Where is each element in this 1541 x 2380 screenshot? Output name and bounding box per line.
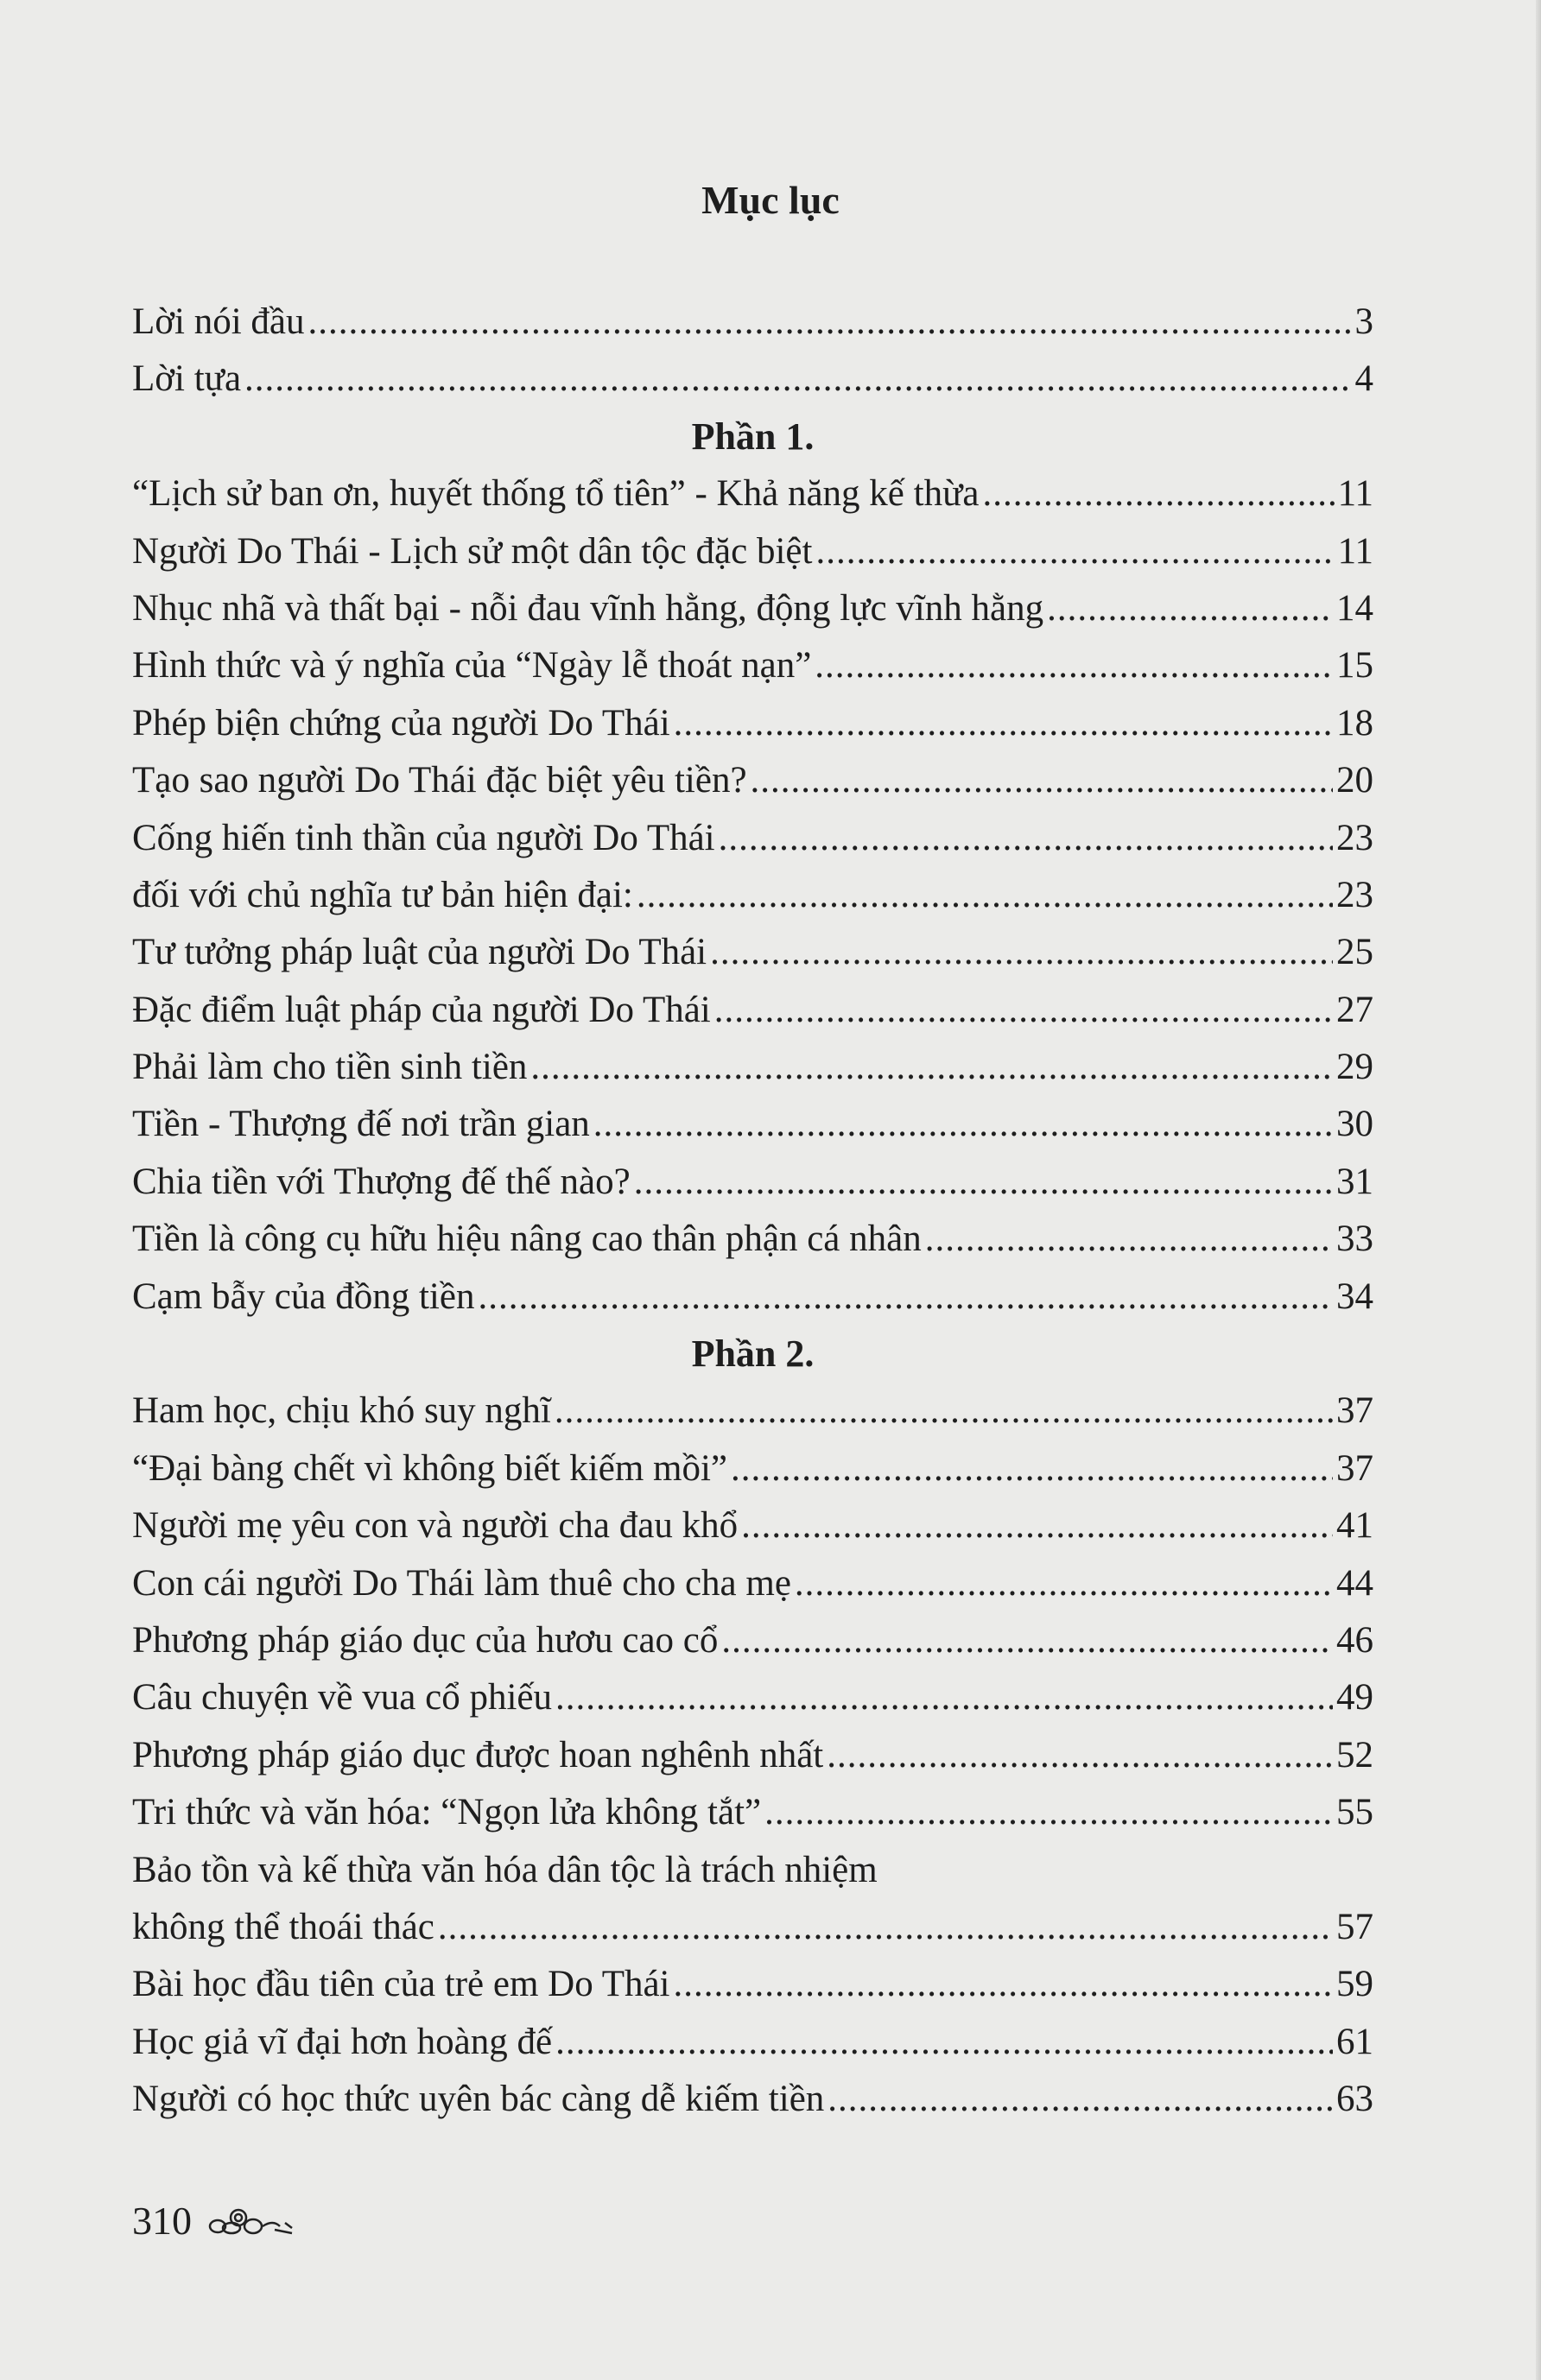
toc-entry [132, 2014, 1373, 2071]
entry-page-number: 63 [1336, 2079, 1373, 2120]
toc-entry [132, 924, 1373, 981]
toc-entry [132, 1497, 1373, 1554]
entry-page-number: 37 [1336, 1447, 1373, 1489]
entry-title: Hình thức và ý nghĩa của “Ngày lễ thoát nạn” [132, 645, 812, 687]
dot-leader [1047, 580, 1333, 637]
entry-title: Tư tưởng pháp luật của người Do Thái [132, 932, 707, 973]
entry-title: Con cái người Do Thái làm thuê cho cha mẹ [132, 1562, 791, 1604]
toc-title: Mục lục [701, 178, 840, 222]
dot-leader [925, 1211, 1333, 1268]
dot-leader [674, 695, 1333, 752]
entry-page-number: 59 [1336, 1964, 1373, 2005]
entry-page-number: 37 [1336, 1390, 1373, 1432]
dot-leader [721, 1612, 1333, 1669]
part-title: Phần 1. [691, 415, 815, 458]
entry-page-number: 27 [1336, 989, 1373, 1030]
toc-entry [132, 1269, 1373, 1326]
entry-title: Đặc điểm luật pháp của người Do Thái [132, 989, 711, 1030]
dot-leader [593, 1096, 1333, 1153]
toc-part-heading [132, 408, 1373, 465]
dot-leader [637, 867, 1333, 924]
toc-entry [132, 637, 1373, 694]
entry-page-number: 20 [1336, 760, 1373, 801]
toc-entry [132, 1096, 1373, 1153]
entry-title: “Đại bàng chết vì không biết kiếm mồi” [132, 1447, 728, 1489]
toc-entry [132, 465, 1373, 522]
entry-title: Chia tiền với Thượng đế thế nào? [132, 1161, 631, 1202]
dot-leader [634, 1154, 1333, 1211]
toc-entry [132, 1612, 1373, 1669]
dot-leader [751, 752, 1333, 809]
toc-entry [132, 1154, 1373, 1211]
entry-page-number: 57 [1336, 1906, 1373, 1947]
entry-title: Cống hiến tinh thần của người Do Thái [132, 817, 715, 858]
entry-title: Học giả vĩ đại hơn hoàng đế [132, 2021, 553, 2062]
toc-entry [132, 752, 1373, 809]
entry-title: Câu chuyện về vua cổ phiếu [132, 1677, 552, 1719]
entry-title: Phép biện chứng của người Do Thái [132, 702, 670, 744]
page-edge [1536, 0, 1541, 2380]
entry-title: Tiền là công cụ hữu hiệu nâng cao thân phận cá nhân [132, 1218, 922, 1260]
dot-leader [815, 523, 1334, 580]
entry-title: Phải làm cho tiền sinh tiền [132, 1047, 528, 1088]
entry-title: “Lịch sử ban ơn, huyết thống tổ tiên” - Khả năng kế thừa [132, 473, 980, 515]
toc-entry [132, 294, 1373, 351]
dot-leader [764, 1784, 1333, 1841]
toc-entry [132, 351, 1373, 408]
toc-entry [132, 1211, 1373, 1268]
toc-entry [132, 1784, 1373, 1841]
toc-entry [132, 580, 1373, 637]
entry-page-number: 33 [1336, 1218, 1373, 1260]
page-number: 310 [132, 2199, 192, 2243]
entry-page-number: 41 [1336, 1505, 1373, 1547]
toc-entry [132, 1440, 1373, 1497]
entry-title: Lời nói đầu [132, 301, 305, 342]
toc-entry [132, 867, 1373, 924]
toc-entry [132, 1899, 1373, 1956]
table-of-contents [132, 294, 1373, 2129]
entry-title: Ham học, chịu khó suy nghĩ [132, 1390, 551, 1432]
dot-leader [438, 1899, 1333, 1956]
entry-page-number: 61 [1336, 2021, 1373, 2062]
entry-title: Người mẹ yêu con và người cha đau khổ [132, 1505, 739, 1547]
entry-page-number: 11 [1337, 530, 1373, 572]
toc-entry [132, 1555, 1373, 1612]
entry-page-number: 18 [1336, 702, 1373, 744]
dot-leader [741, 1497, 1333, 1554]
toc-entry [132, 1383, 1373, 1440]
page-footer [132, 2198, 301, 2244]
floral-ornament-icon [206, 2204, 301, 2238]
dot-leader [982, 465, 1334, 522]
toc-entry [132, 982, 1373, 1039]
entry-page-number: 29 [1336, 1047, 1373, 1088]
dot-leader [244, 351, 1351, 408]
entry-title: Bài học đầu tiên của trẻ em Do Thái [132, 1964, 670, 2005]
entry-page-number: 14 [1336, 587, 1373, 629]
entry-page-number: 55 [1336, 1792, 1373, 1833]
dot-leader [308, 294, 1351, 351]
dot-leader [478, 1269, 1333, 1326]
dot-leader [710, 924, 1333, 981]
dot-leader [827, 1727, 1333, 1784]
entry-title: Bảo tồn và kế thừa văn hóa dân tộc là trách nhiệm [132, 1849, 878, 1890]
toc-part-heading [132, 1326, 1373, 1383]
entry-title: Cạm bẫy của đồng tiền [132, 1275, 475, 1317]
toc-entry [132, 1842, 1373, 1899]
entry-title: Lời tựa [132, 358, 242, 400]
dot-leader [555, 2014, 1333, 2071]
entry-page-number: 11 [1337, 473, 1373, 515]
toc-entry [132, 1956, 1373, 2013]
entry-title: Nhục nhã và thất bại - nỗi đau vĩnh hằng, động lực vĩnh hằng [132, 587, 1044, 629]
entry-title: Người có học thức uyên bác càng dễ kiếm tiền [132, 2079, 825, 2120]
entry-title: Phương pháp giáo dục được hoan nghênh nhất [132, 1734, 824, 1776]
entry-page-number: 23 [1336, 874, 1373, 915]
entry-title: không thể thoái thác [132, 1906, 434, 1947]
entry-title: Tiền - Thượng đế nơi trần gian [132, 1104, 590, 1145]
entry-page-number: 15 [1336, 645, 1373, 687]
entry-title: Người Do Thái - Lịch sử một dân tộc đặc biệt [132, 530, 813, 572]
entry-title: Tri thức và văn hóa: “Ngọn lửa không tắt” [132, 1792, 762, 1833]
dot-leader [555, 1669, 1333, 1726]
part-title: Phần 2. [691, 1332, 815, 1376]
toc-entry [132, 810, 1373, 867]
toc-entry [132, 1039, 1373, 1096]
entry-title: Tạo sao người Do Thái đặc biệt yêu tiền? [132, 760, 747, 801]
toc-entry [132, 2071, 1373, 2128]
entry-title: Phương pháp giáo dục của hươu cao cổ [132, 1619, 719, 1661]
entry-page-number: 30 [1336, 1104, 1373, 1145]
entry-page-number: 4 [1354, 358, 1373, 400]
entry-page-number: 52 [1336, 1734, 1373, 1776]
dot-leader [719, 810, 1333, 867]
dot-leader [795, 1555, 1333, 1612]
toc-entry [132, 1727, 1373, 1784]
dot-leader [555, 1383, 1333, 1440]
entry-page-number: 34 [1336, 1275, 1373, 1317]
dot-leader [714, 982, 1333, 1039]
entry-page-number: 31 [1336, 1161, 1373, 1202]
entry-page-number: 44 [1336, 1562, 1373, 1604]
dot-leader [815, 637, 1333, 694]
entry-page-number: 49 [1336, 1677, 1373, 1719]
toc-entry [132, 1669, 1373, 1726]
entry-page-number: 3 [1354, 301, 1373, 342]
entry-page-number: 23 [1336, 817, 1373, 858]
toc-entry [132, 695, 1373, 752]
entry-page-number: 46 [1336, 1619, 1373, 1661]
dot-leader [674, 1956, 1334, 2013]
dot-leader [731, 1440, 1333, 1497]
dot-leader [828, 2071, 1333, 2128]
entry-title: đối với chủ nghĩa tư bản hiện đại: [132, 874, 633, 915]
entry-page-number: 25 [1336, 932, 1373, 973]
dot-leader [530, 1039, 1333, 1096]
toc-entry [132, 523, 1373, 580]
